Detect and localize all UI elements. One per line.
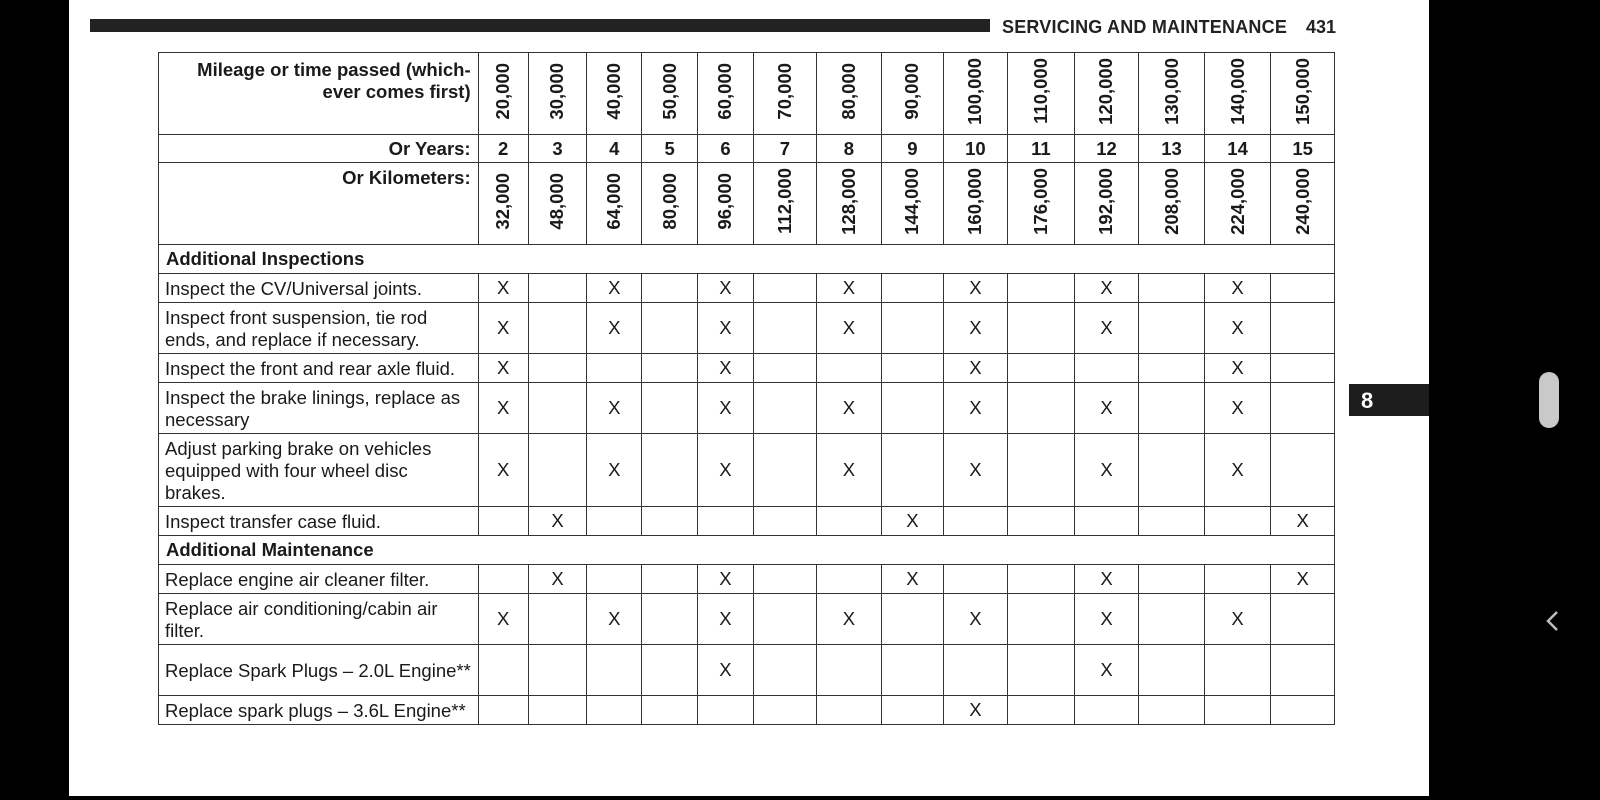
schedule-mark [697,507,753,536]
kilometers-value: 32,000 [492,172,514,230]
schedule-mark: X [882,565,943,594]
mileage-value: 20,000 [492,62,514,120]
schedule-mark [1139,594,1205,645]
task-label: Replace air conditioning/cabin air filter. [159,594,479,645]
task-label: Inspect front suspension, tie rod ends, and replace if necessary. [159,303,479,354]
kilometers-cell [943,163,1008,245]
schedule-mark [587,507,642,536]
kilometers-value: 208,000 [1160,167,1182,235]
years-value: 13 [1139,135,1205,163]
schedule-mark [642,594,697,645]
schedule-mark [642,434,697,507]
mileage-cell [754,53,816,135]
mileage-value: 120,000 [1095,57,1117,125]
mileage-value: 110,000 [1029,58,1051,124]
schedule-mark [1271,383,1335,434]
schedule-mark [1139,645,1205,696]
schedule-mark: X [528,565,586,594]
kilometers-value: 240,000 [1291,167,1313,235]
years-label: Or Years: [159,135,479,163]
mileage-value: 150,000 [1291,57,1313,125]
table-row [159,565,1335,594]
task-label: Inspect the CV/Universal joints. [159,274,479,303]
kilometers-cell [816,163,882,245]
schedule-mark [1204,565,1271,594]
schedule-mark [943,565,1008,594]
schedule-mark [754,645,816,696]
mileage-cell [1008,53,1075,135]
schedule-mark: X [816,274,882,303]
section-title: Additional Inspections [159,245,1335,274]
schedule-mark [816,565,882,594]
schedule-mark [754,696,816,725]
schedule-mark: X [1271,565,1335,594]
schedule-mark [1271,434,1335,507]
kilometers-label: Or Kilometers: [159,163,479,245]
section-header-row [159,536,1335,565]
mileage-value: 40,000 [603,62,625,120]
years-value: 12 [1074,135,1139,163]
schedule-mark [1271,354,1335,383]
kilometers-cell [1271,163,1335,245]
schedule-mark [754,594,816,645]
kilometers-value: 144,000 [901,167,923,235]
mileage-cell [697,53,753,135]
schedule-mark [816,696,882,725]
schedule-mark [528,303,586,354]
schedule-mark [1008,303,1075,354]
kilometers-value: 128,000 [837,167,859,235]
table-row [159,354,1335,383]
kilometers-cell [1139,163,1205,245]
mileage-value: 30,000 [546,62,568,120]
kilometers-value: 192,000 [1095,167,1117,235]
schedule-mark [1204,507,1271,536]
schedule-mark: X [697,594,753,645]
schedule-mark [754,507,816,536]
mileage-value: 100,000 [964,57,986,125]
task-label: Inspect the front and rear axle fluid. [159,354,479,383]
mileage-value: 130,000 [1160,57,1182,125]
schedule-mark [754,274,816,303]
table-row [159,507,1335,536]
schedule-mark: X [1271,507,1335,536]
schedule-mark [642,565,697,594]
years-value: 11 [1008,135,1075,163]
schedule-mark [1074,354,1139,383]
schedule-mark: X [478,434,528,507]
mileage-cell [1074,53,1139,135]
schedule-mark [1008,354,1075,383]
schedule-mark: X [943,303,1008,354]
schedule-mark: X [1204,383,1271,434]
schedule-mark [587,696,642,725]
mileage-cell [816,53,882,135]
schedule-mark: X [1074,594,1139,645]
schedule-mark [943,507,1008,536]
schedule-mark [642,383,697,434]
mileage-cell [478,53,528,135]
schedule-mark [1139,696,1205,725]
schedule-mark [587,354,642,383]
schedule-mark [528,274,586,303]
schedule-mark: X [943,434,1008,507]
kilometers-value: 48,000 [546,172,568,230]
schedule-mark: X [943,274,1008,303]
section-title: SERVICING AND MAINTENANCE [1002,17,1288,37]
schedule-mark [754,434,816,507]
schedule-mark [478,645,528,696]
kilometers-value: 80,000 [658,172,680,230]
header-rule [90,19,990,32]
mileage-value: 80,000 [837,62,859,120]
schedule-mark [528,594,586,645]
scrollbar-thumb[interactable] [1539,372,1559,428]
schedule-mark: X [1204,303,1271,354]
kilometers-value: 96,000 [714,172,736,230]
schedule-mark [1271,645,1335,696]
schedule-mark: X [587,434,642,507]
schedule-mark [943,645,1008,696]
mileage-cell [587,53,642,135]
table-row [159,383,1335,434]
table-row [159,696,1335,725]
schedule-mark [754,565,816,594]
schedule-mark [587,645,642,696]
schedule-mark: X [697,274,753,303]
task-label: Replace engine air cleaner filter. [159,565,479,594]
table-row [159,303,1335,354]
kilometers-row [159,163,1335,245]
kilometers-cell [1008,163,1075,245]
schedule-mark [882,696,943,725]
schedule-mark [754,354,816,383]
schedule-mark [478,565,528,594]
schedule-mark: X [697,303,753,354]
schedule-mark: X [697,354,753,383]
schedule-mark [754,383,816,434]
kilometers-value: 64,000 [603,172,625,230]
schedule-mark [528,383,586,434]
schedule-mark: X [478,354,528,383]
kilometers-cell [587,163,642,245]
schedule-mark [1008,565,1075,594]
schedule-mark [816,507,882,536]
schedule-mark: X [697,434,753,507]
mileage-cell [642,53,697,135]
schedule-mark [642,645,697,696]
schedule-mark: X [697,565,753,594]
mileage-label-line2: ever comes first) [322,81,471,102]
schedule-mark [1139,565,1205,594]
schedule-mark [882,434,943,507]
schedule-mark [1139,354,1205,383]
years-value: 4 [587,135,642,163]
schedule-mark: X [697,645,753,696]
schedule-mark: X [816,594,882,645]
schedule-mark [528,645,586,696]
schedule-mark: X [816,303,882,354]
schedule-mark: X [478,274,528,303]
schedule-mark: X [943,383,1008,434]
years-value: 14 [1204,135,1271,163]
schedule-mark [754,303,816,354]
schedule-mark [642,354,697,383]
years-value: 3 [528,135,586,163]
schedule-mark [1271,594,1335,645]
schedule-mark [882,303,943,354]
schedule-mark [882,274,943,303]
table-row [159,434,1335,507]
schedule-mark: X [1074,303,1139,354]
schedule-mark: X [587,383,642,434]
kilometers-value: 160,000 [964,167,986,235]
chapter-tab-label: 8 [1361,388,1374,413]
maintenance-schedule-table [158,52,1335,725]
mileage-cell [528,53,586,135]
mileage-value: 140,000 [1226,57,1248,125]
section-title: Additional Maintenance [159,536,1335,565]
schedule-mark: X [1074,645,1139,696]
schedule-mark [1074,507,1139,536]
schedule-mark [1139,507,1205,536]
schedule-mark: X [587,303,642,354]
schedule-mark [1271,696,1335,725]
table-row [159,274,1335,303]
schedule-mark: X [697,383,753,434]
chapter-tab[interactable] [1349,384,1429,416]
schedule-mark [1204,696,1271,725]
years-row [159,135,1335,163]
mileage-cell [882,53,943,135]
schedule-mark: X [587,594,642,645]
schedule-mark [587,565,642,594]
schedule-mark: X [816,383,882,434]
years-value: 15 [1271,135,1335,163]
schedule-mark: X [1074,434,1139,507]
schedule-mark: X [943,354,1008,383]
years-value: 5 [642,135,697,163]
task-label: Inspect transfer case fluid. [159,507,479,536]
schedule-mark [1271,274,1335,303]
schedule-mark [528,354,586,383]
schedule-mark [816,645,882,696]
schedule-mark: X [528,507,586,536]
schedule-mark [1008,383,1075,434]
schedule-mark [1008,507,1075,536]
mileage-value: 90,000 [901,62,923,120]
schedule-mark [1008,645,1075,696]
schedule-mark [1139,383,1205,434]
chevron-left-icon[interactable] [1540,608,1566,634]
schedule-mark [882,383,943,434]
mileage-cell [1204,53,1271,135]
schedule-mark [642,696,697,725]
mileage-header-row [159,53,1335,135]
kilometers-cell [1074,163,1139,245]
table-row [159,594,1335,645]
kilometers-cell [528,163,586,245]
schedule-mark [882,645,943,696]
schedule-mark [1139,303,1205,354]
years-value: 8 [816,135,882,163]
schedule-mark [642,274,697,303]
schedule-mark [1008,274,1075,303]
task-label: Replace Spark Plugs – 2.0L Engine** [159,645,479,696]
schedule-mark [642,303,697,354]
mileage-cell [1139,53,1205,135]
schedule-mark: X [1204,274,1271,303]
schedule-mark: X [478,383,528,434]
page-number: 431 [1306,17,1337,37]
years-value: 6 [697,135,753,163]
schedule-mark: X [1204,354,1271,383]
kilometers-value: 224,000 [1226,167,1248,235]
schedule-mark: X [882,507,943,536]
schedule-mark [478,696,528,725]
kilometers-cell [478,163,528,245]
years-value: 9 [882,135,943,163]
kilometers-value: 176,000 [1029,167,1051,235]
schedule-mark: X [478,303,528,354]
schedule-mark [1008,434,1075,507]
schedule-mark [1139,434,1205,507]
schedule-mark [642,507,697,536]
schedule-mark [1008,696,1075,725]
kilometers-cell [882,163,943,245]
table-row [159,645,1335,696]
kilometers-cell [642,163,697,245]
schedule-mark [528,434,586,507]
schedule-mark: X [1074,383,1139,434]
schedule-mark [1204,645,1271,696]
schedule-mark: X [1074,274,1139,303]
schedule-mark: X [587,274,642,303]
schedule-mark [1074,696,1139,725]
schedule-mark: X [1074,565,1139,594]
task-label: Inspect the brake linings, replace as necessary [159,383,479,434]
section-header-row [159,245,1335,274]
kilometers-cell [1204,163,1271,245]
schedule-mark: X [816,434,882,507]
schedule-mark [478,507,528,536]
kilometers-cell [697,163,753,245]
years-value: 7 [754,135,816,163]
schedule-mark [1139,274,1205,303]
mileage-cell [943,53,1008,135]
mileage-value: 60,000 [714,62,736,120]
mileage-value: 50,000 [658,62,680,120]
schedule-mark: X [943,696,1008,725]
schedule-mark: X [478,594,528,645]
mileage-value: 70,000 [773,62,795,120]
schedule-mark [882,594,943,645]
schedule-mark: X [1204,594,1271,645]
schedule-mark [528,696,586,725]
schedule-mark [1271,303,1335,354]
schedule-mark [697,696,753,725]
task-label: Replace spark plugs – 3.6L Engine** [159,696,479,725]
schedule-mark: X [1204,434,1271,507]
kilometers-cell [754,163,816,245]
schedule-mark: X [943,594,1008,645]
mileage-label-line1: Mileage or time passed (which- [197,59,471,80]
task-label: Adjust parking brake on vehicles equipped with four wheel disc brakes. [159,434,479,507]
schedule-mark [816,354,882,383]
years-value: 10 [943,135,1008,163]
schedule-mark [1008,594,1075,645]
kilometers-value: 112,000 [773,168,795,234]
schedule-mark [882,354,943,383]
mileage-label [159,53,479,135]
mileage-cell [1271,53,1335,135]
years-value: 2 [478,135,528,163]
